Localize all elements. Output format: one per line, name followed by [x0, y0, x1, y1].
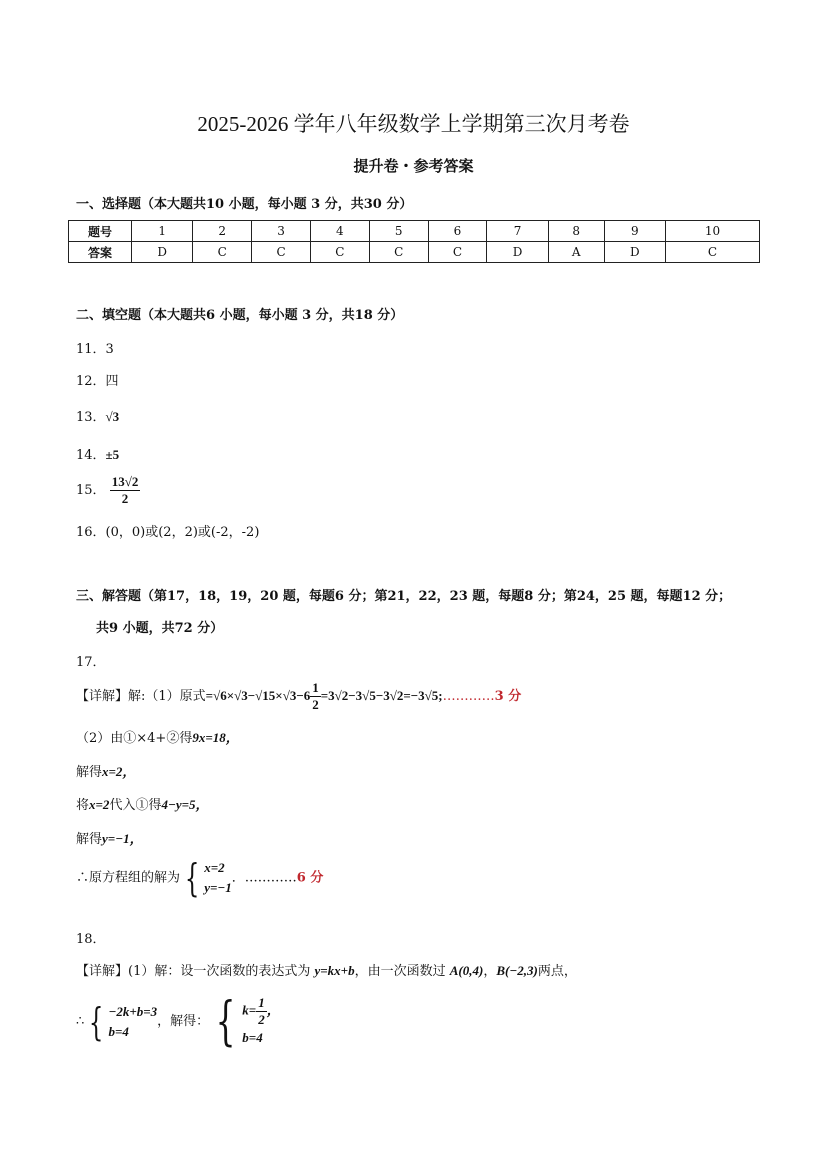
q17-part2-step2: 解得x=2，	[76, 764, 136, 780]
fill-answer-11: 11．3	[76, 342, 114, 357]
answer-cell: C	[310, 242, 369, 263]
answer-cell: C	[193, 242, 252, 263]
question-number-cell: 10	[665, 221, 759, 242]
row-label: 题号	[69, 221, 132, 242]
answer-cell: D	[487, 242, 548, 263]
fill-answer-13: 13．√3	[76, 409, 120, 425]
question-number-cell: 9	[604, 221, 665, 242]
page-subtitle: 提升卷・参考答案	[353, 157, 474, 175]
answer-cell: D	[604, 242, 665, 263]
table-row	[69, 242, 760, 263]
question-number-cell: 8	[548, 221, 604, 242]
fill-answer-12: 12．四	[76, 374, 119, 389]
fill-answer-15: 15． $\frac{13√2}{2}$	[76, 474, 139, 506]
fill-answer-16: 16．(0，0)或(2，2)或(-2，-2)	[76, 525, 260, 540]
question-number-cell: 7	[487, 221, 548, 242]
section3-heading-cont: 共9 小题，共72 分）	[96, 621, 224, 636]
q17-part2-step1: （2）由①×4+②得9x=18，	[76, 730, 239, 746]
q18-part1: 【详解】(1）解：设一次函数的表达式为 y=kx+b，由一次函数过 A(0,4)，B(−2,3)两点，	[76, 963, 577, 979]
question-number-cell: 5	[369, 221, 428, 242]
section1-heading: 一、选择题（本大题共10 小题，每小题 3 分，共30 分）	[76, 197, 413, 212]
q17-solution: ∴原方程组的解为 { x=2 y=−1 ．…………6 分	[76, 856, 324, 900]
answer-cell: D	[132, 242, 193, 263]
question-number-cell: 6	[428, 221, 487, 242]
answer-table	[68, 220, 760, 263]
section2-heading: 二、填空题（本大题共6 小题，每小题 3 分，共18 分）	[76, 308, 404, 323]
page-title: 2025-2026 学年八年级数学上学期第三次月考卷	[197, 112, 630, 136]
question-number-cell: 1	[132, 221, 193, 242]
answer-cell: A	[548, 242, 604, 263]
q18-system: ∴ { −2k+b=3 b=4 ，解得： { k= $\frac{1}{2}$ ， b=4	[76, 991, 280, 1052]
question-number-cell: 3	[252, 221, 311, 242]
q18-number: 18．	[76, 932, 106, 947]
answer-cell: C	[369, 242, 428, 263]
answer-cell: C	[428, 242, 487, 263]
q17-part1: 【详解】解:（1）原式=√6×√3−√15×√3−6 $\frac{1}{2}$ =3√2−3√5−3√2=−3√5;…………3 分	[76, 680, 522, 712]
answer-cell: C	[252, 242, 311, 263]
section3-heading: 三、解答题（第17，18，19，20 题，每题6 分；第21，22，23 题，每题8 分；第24，25 题，每题12 分；	[76, 589, 732, 604]
q17-part2-step4: 解得y=−1，	[76, 831, 143, 847]
row-label: 答案	[69, 242, 132, 263]
answer-cell: C	[665, 242, 759, 263]
question-number-cell: 4	[310, 221, 369, 242]
table-row	[69, 221, 760, 242]
fill-answer-14: 14．±5	[76, 447, 120, 463]
q17-part2-step3: 将x=2代入①得4−y=5，	[76, 797, 209, 813]
q17-number: 17．	[76, 655, 106, 670]
question-number-cell: 2	[193, 221, 252, 242]
